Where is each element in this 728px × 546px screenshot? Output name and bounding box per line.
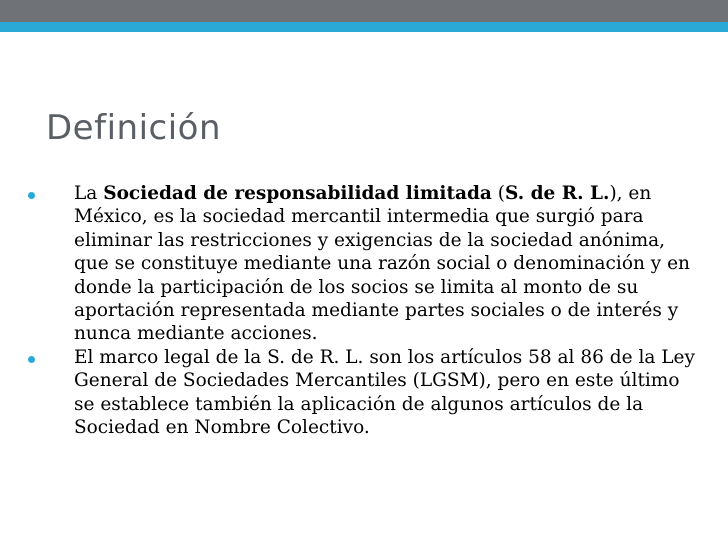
text-segment: La <box>74 183 104 204</box>
slide-title: Definición <box>46 108 221 148</box>
bullet-text: El marco legal de la S. de R. L. son los artículos 58 al 86 de la Ley General de Sociedades Mercantiles (LGSM), pero en este último se establece también la aplicación de algunos artículos de la Sociedad en Nombre Colectivo. <box>74 346 695 439</box>
bullet-list <box>28 182 698 439</box>
bullet-dot-icon <box>28 356 35 363</box>
company-type-name: Sociedad de responsabilidad limitada <box>103 183 492 204</box>
accent-stripe <box>0 22 728 32</box>
bullet-item-legal-framework <box>28 346 698 440</box>
bullet-text <box>74 182 698 346</box>
text-segment: ( <box>491 183 506 204</box>
top-decorative-bar <box>0 0 728 22</box>
bullet-item-definition <box>28 182 698 346</box>
bullet-dot-icon <box>28 192 35 199</box>
company-type-abbreviation: S. de R. L. <box>505 183 610 204</box>
text-segment: ), en México, es la sociedad mercantil intermedia que surgió para eliminar las restricciones y exigencias de la sociedad anónima, que se constituye mediante una razón social o denominación y en donde la participación de los socios se limita al monto de su aportación representada mediante partes sociales o de interés y nunca mediante acciones. <box>74 183 690 345</box>
